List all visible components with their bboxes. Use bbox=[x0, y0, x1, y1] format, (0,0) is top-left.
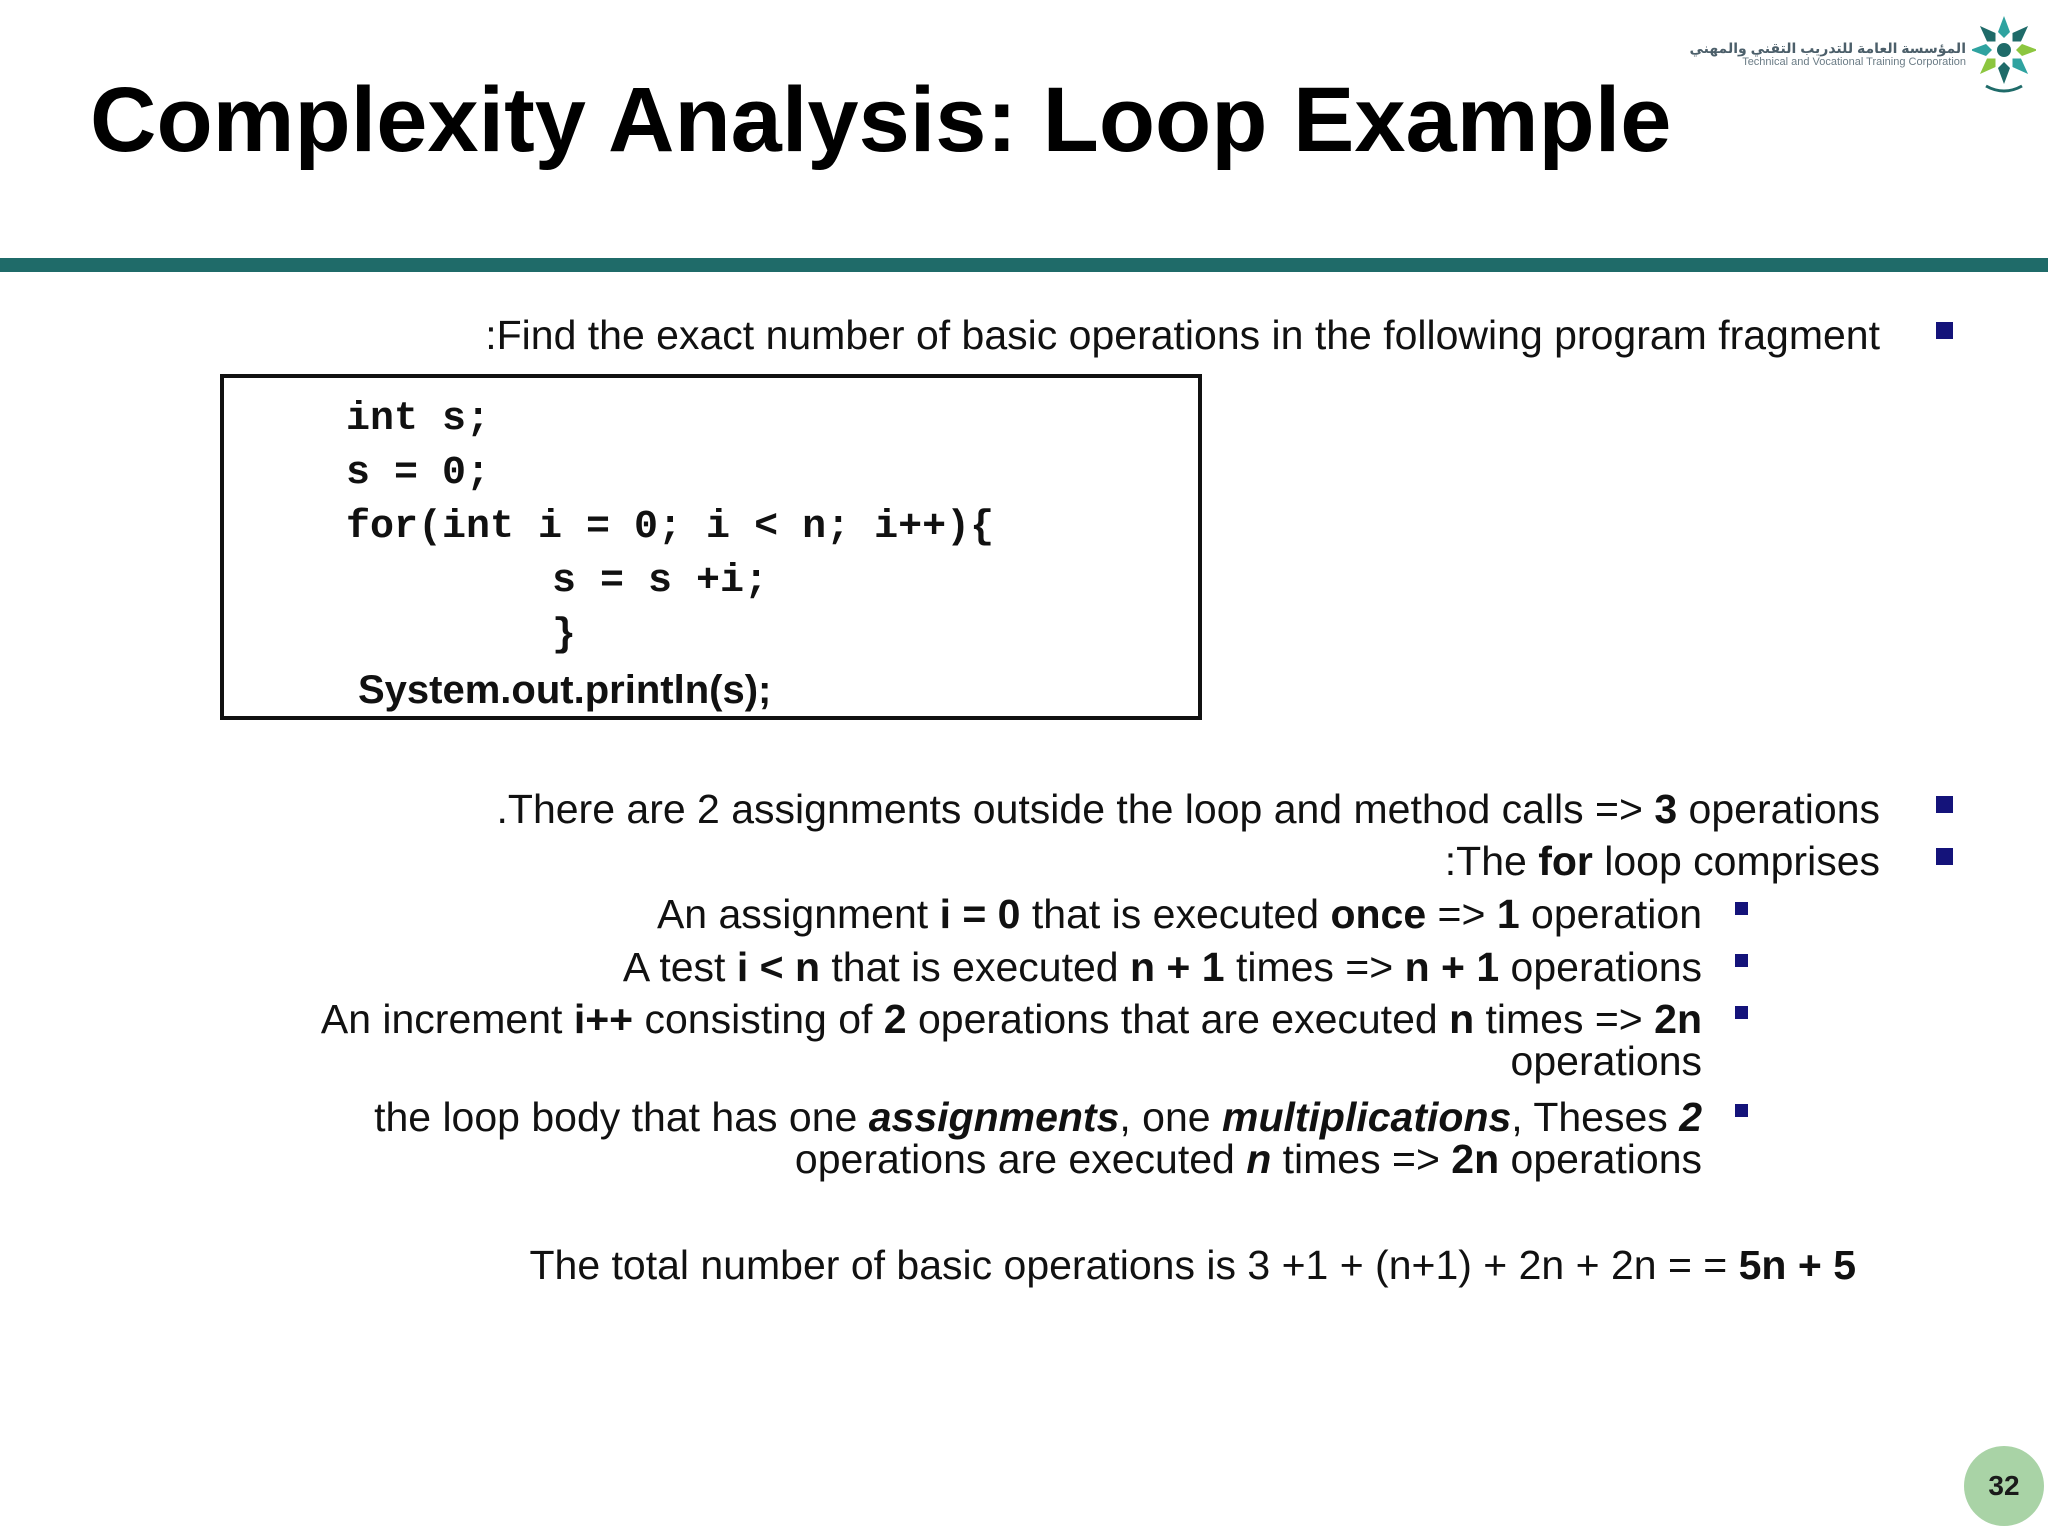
point-bold: n + 1 bbox=[1404, 944, 1500, 990]
sub-bullet-marker bbox=[1735, 1006, 1748, 1019]
point-bold-italic: 2 bbox=[1679, 1094, 1702, 1140]
intro-text bbox=[485, 314, 1880, 357]
sub-point-assignment bbox=[657, 893, 1702, 936]
point-text: An assignment bbox=[656, 891, 940, 937]
point-text: that is executed bbox=[1020, 891, 1331, 937]
sub-bullet-marker bbox=[1735, 1104, 1748, 1117]
point-bold: i < n bbox=[736, 944, 820, 990]
point-text: operations bbox=[1499, 944, 1702, 990]
logo-arabic-name: المؤسسة العامة للتدريب التقني والمهني bbox=[1689, 40, 1966, 56]
tvtc-logo bbox=[1689, 8, 2040, 98]
point-bold: 2n bbox=[1654, 996, 1702, 1042]
total-text: The total number of basic operations is 3 +1 + (n+1) + 2n + 2n = = bbox=[529, 1242, 1739, 1288]
point-bold: i++ bbox=[573, 996, 634, 1042]
point-text: , Theses bbox=[1511, 1094, 1680, 1140]
point-text: times => bbox=[1224, 944, 1405, 990]
point-text: operations are executed bbox=[794, 1136, 1247, 1182]
point-bold: n + 1 bbox=[1129, 944, 1225, 990]
point-text: An increment bbox=[320, 996, 574, 1042]
code-line-close: } bbox=[552, 613, 577, 658]
point-text: A test bbox=[622, 944, 737, 990]
point-bold-italic: assignments bbox=[868, 1094, 1120, 1140]
point-outside-loop bbox=[497, 788, 1880, 831]
point-bold: 1 bbox=[1496, 891, 1520, 937]
bullet-marker bbox=[1936, 796, 1953, 813]
sub-point-body-cont bbox=[795, 1138, 1702, 1181]
point-bold: i = 0 bbox=[939, 891, 1021, 937]
page-number: 32 bbox=[1988, 1470, 2020, 1501]
point-text: operation bbox=[1519, 891, 1702, 937]
point-text: times => bbox=[1271, 1136, 1452, 1182]
intro-text-content: :Find the exact number of basic operations in the following program fragment bbox=[485, 312, 1880, 358]
code-line-body: s = s +i; bbox=[552, 559, 769, 604]
point-text: operations that are executed bbox=[906, 996, 1450, 1042]
point-bold: 3 bbox=[1654, 786, 1678, 832]
point-text: operations bbox=[1499, 1136, 1702, 1182]
sub-bullet-marker bbox=[1735, 902, 1748, 915]
page-number-badge bbox=[1964, 1446, 2044, 1526]
code-box bbox=[220, 374, 1202, 720]
point-text: :The bbox=[1444, 838, 1539, 884]
point-text: .There are 2 assignments outside the loop and method calls => bbox=[496, 786, 1655, 832]
total-line bbox=[530, 1244, 1857, 1287]
point-text: consisting of bbox=[633, 996, 884, 1042]
point-text: operations bbox=[1677, 786, 1880, 832]
point-bold-italic: n bbox=[1246, 1136, 1272, 1182]
point-text: the loop body that has one bbox=[374, 1094, 869, 1140]
point-for-loop bbox=[1445, 840, 1880, 883]
point-bold-italic: multiplications bbox=[1221, 1094, 1512, 1140]
point-bold: 2 bbox=[883, 996, 907, 1042]
title-divider bbox=[0, 258, 2048, 272]
point-text: , one bbox=[1119, 1094, 1222, 1140]
point-bold: n bbox=[1449, 996, 1475, 1042]
logo-english-name: Technical and Vocational Training Corporation bbox=[1742, 56, 1966, 69]
point-text: that is executed bbox=[820, 944, 1130, 990]
bullet-marker bbox=[1936, 322, 1953, 339]
sub-point-increment-cont bbox=[1511, 1040, 1702, 1083]
point-text: => bbox=[1426, 891, 1497, 937]
logo-text bbox=[1689, 40, 1966, 69]
sub-bullet-marker bbox=[1735, 954, 1748, 967]
tvtc-emblem-icon bbox=[1972, 12, 2036, 96]
point-text: times => bbox=[1474, 996, 1655, 1042]
code-line-print: System.out.println(s); bbox=[358, 668, 772, 712]
bullet-marker bbox=[1936, 848, 1953, 865]
point-bold: once bbox=[1330, 891, 1427, 937]
code-line-declare: int s; bbox=[346, 397, 491, 442]
code-line-init: s = 0; bbox=[346, 451, 491, 496]
point-bold: 2n bbox=[1451, 1136, 1500, 1182]
sub-point-body bbox=[374, 1096, 1702, 1139]
slide-title: Complexity Analysis: Loop Example bbox=[90, 69, 1672, 171]
total-result: 5n + 5 bbox=[1738, 1242, 1856, 1288]
point-text: operations bbox=[1510, 1038, 1702, 1084]
sub-point-test bbox=[623, 946, 1702, 989]
sub-point-increment bbox=[321, 998, 1702, 1041]
point-bold: for bbox=[1538, 838, 1593, 884]
code-line-for: for(int i = 0; i < n; i++){ bbox=[346, 505, 995, 550]
point-text: loop comprises bbox=[1592, 838, 1880, 884]
